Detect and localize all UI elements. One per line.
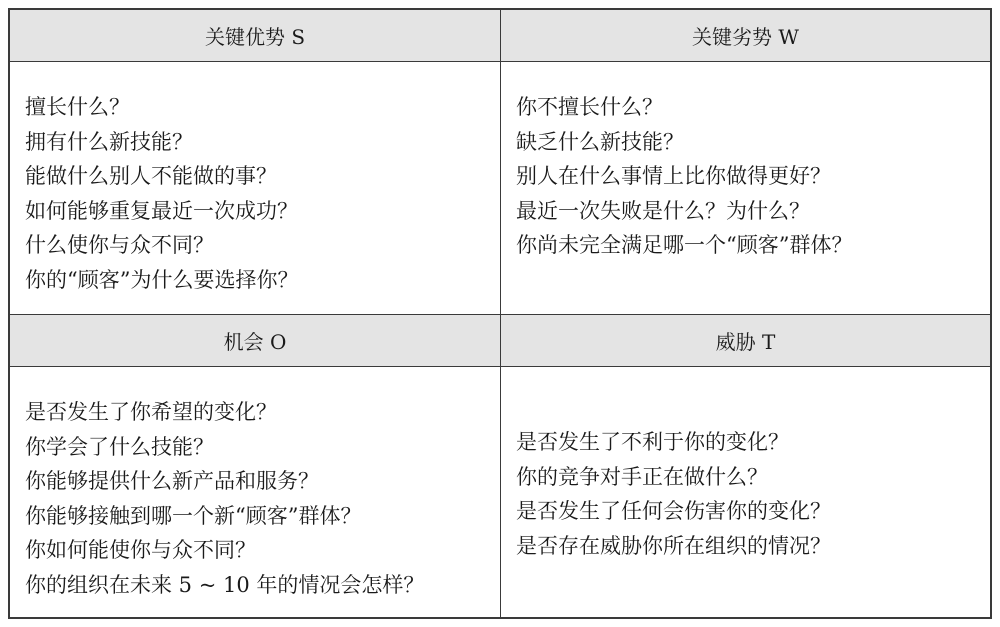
- threats-header: [501, 315, 990, 367]
- opportunities-item: 是否发生了你希望的变化？: [25, 400, 277, 424]
- weaknesses-cell: [501, 62, 990, 315]
- weaknesses-item: 你不擅长什么？: [516, 95, 663, 119]
- opportunities-cell: [10, 367, 501, 617]
- strengths-cell: [10, 62, 501, 315]
- opportunities-item: 你的组织在未来 5 ~ 10 年的情况会怎样？: [25, 572, 425, 597]
- opportunities-title: 机会 O: [223, 330, 287, 354]
- threats-item: 你的竞争对手正在做什么？: [516, 464, 768, 489]
- weaknesses-item: 你尚未完全满足哪一个“顾客”群体？: [516, 233, 853, 257]
- strengths-title: 关键优势 S: [204, 25, 306, 49]
- swot-table: [8, 8, 992, 619]
- strengths-item: 能做什么别人不能做的事？: [25, 164, 277, 188]
- weaknesses-item: 最近一次失败是什么？为什么？: [516, 198, 810, 223]
- opportunities-item: 你能够接触到哪一个新“顾客”群体？: [25, 503, 362, 528]
- strengths-header: [10, 10, 501, 62]
- weaknesses-item: 别人在什么事情上比你做得更好？: [516, 164, 831, 188]
- weaknesses-title: 关键劣势 W: [692, 25, 799, 49]
- threats-item: 是否存在威胁你所在组织的情况？: [516, 533, 831, 558]
- weaknesses-header: [501, 10, 990, 62]
- threats-item: 是否发生了不利于你的变化？: [516, 430, 789, 454]
- opportunities-header: [10, 315, 501, 367]
- strengths-item: 你的“顾客”为什么要选择你？: [25, 267, 299, 292]
- weaknesses-item: 缺乏什么新技能？: [516, 129, 684, 154]
- opportunities-item: 你能够提供什么新产品和服务？: [25, 469, 319, 493]
- threats-title: 威胁 T: [715, 330, 776, 354]
- strengths-item: 什么使你与众不同？: [25, 233, 214, 257]
- threats-cell: [501, 367, 990, 617]
- opportunities-item: 你如何能使你与众不同？: [25, 538, 256, 562]
- strengths-item: 如何能够重复最近一次成功？: [25, 198, 298, 223]
- strengths-item: 擅长什么？: [25, 95, 130, 119]
- opportunities-item: 你学会了什么技能？: [25, 434, 214, 459]
- threats-item: 是否发生了任何会伤害你的变化？: [516, 499, 831, 523]
- strengths-item: 拥有什么新技能？: [25, 129, 193, 154]
